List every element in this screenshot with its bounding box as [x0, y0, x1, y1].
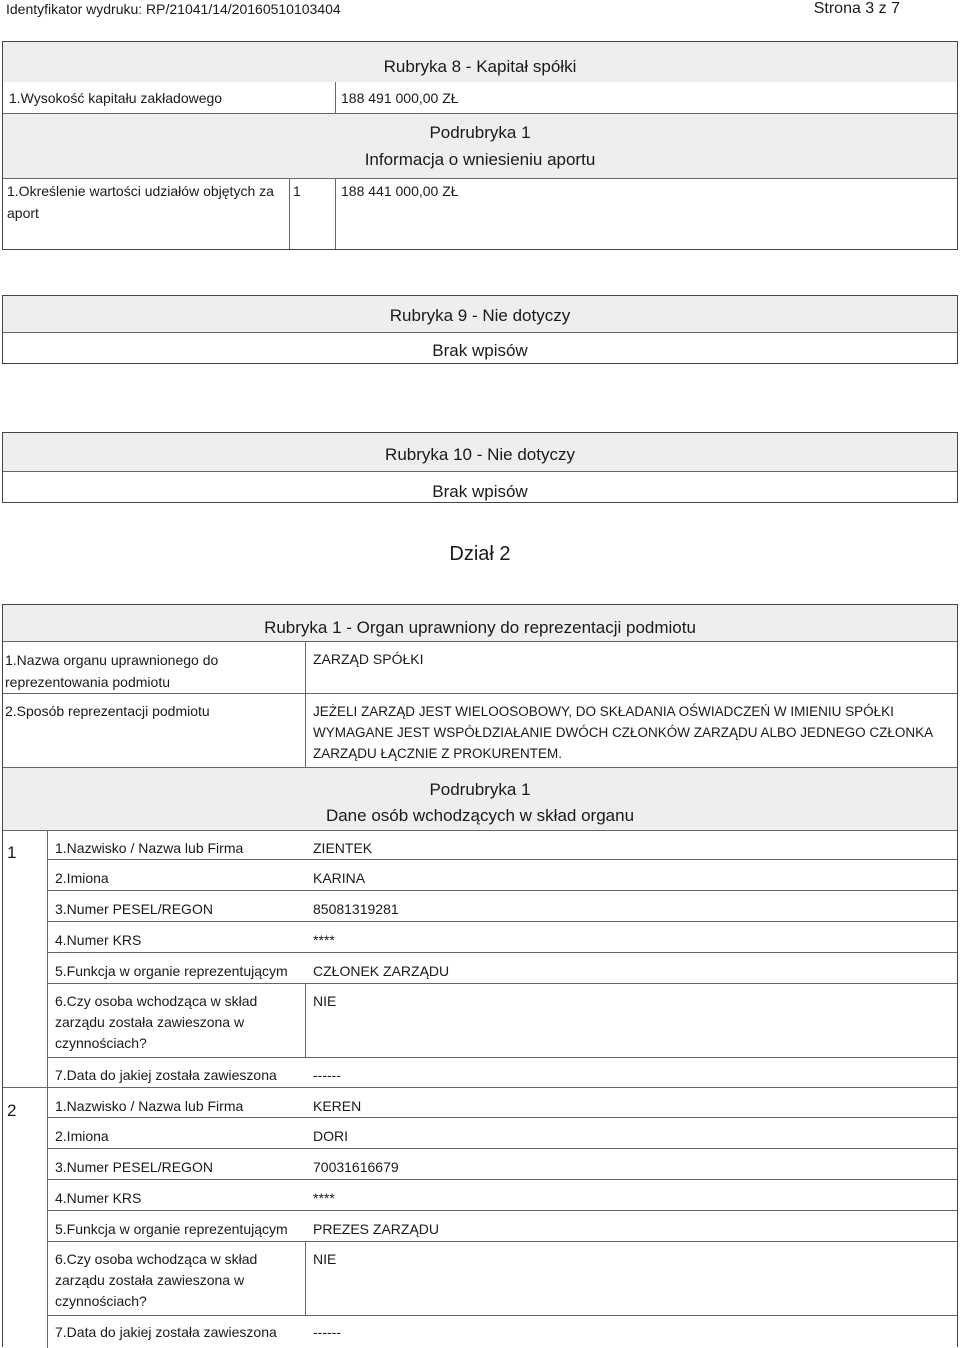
value-pesel: 85081319281: [313, 901, 399, 917]
print-header: [0, 0, 960, 20]
value-suspended: NIE: [313, 993, 337, 1009]
label-pesel: 3.Numer PESEL/REGON: [55, 901, 213, 917]
value-surname: KEREN: [313, 1098, 362, 1114]
value-function: PREZES ZARZĄDU: [313, 1221, 440, 1237]
value-surname: ZIENTEK: [313, 840, 373, 856]
subsection-title: Podrubryka 1: [429, 123, 531, 142]
subsection-subtitle: Dane osób wchodzących w skład organu: [325, 806, 635, 825]
label-function: 5.Funkcja w organie reprezentującym: [55, 963, 288, 979]
section-rubryka-10: [2, 432, 958, 503]
section-d2-rubryka-1: [2, 604, 958, 1347]
field-label: 1.Nazwa organu uprawnionego do reprezentowania podmiotu: [5, 652, 219, 690]
value-date: ------: [313, 1324, 341, 1340]
label-date: 7.Data do jakiej została zawieszona: [55, 1067, 277, 1083]
label-function: 5.Funkcja w organie reprezentującym: [55, 1221, 288, 1237]
label-surname: 1.Nazwisko / Nazwa lub Firma: [55, 840, 244, 856]
section-rubryka-8: [2, 41, 958, 250]
section-title: Rubryka 8 - Kapitał spółki: [383, 57, 577, 76]
row-number: 1: [293, 183, 301, 199]
field-value: 188 441 000,00 ZŁ: [341, 183, 459, 199]
subsection-title: Podrubryka 1: [429, 780, 531, 799]
value-krs: ****: [313, 1190, 335, 1206]
section-rubryka-9: [2, 295, 958, 364]
field-label: 1.Określenie wartości udziałów objętych za aport: [7, 183, 274, 221]
label-krs: 4.Numer KRS: [55, 932, 142, 948]
empty-note: Brak wpisów: [432, 341, 528, 360]
field-label: 2.Sposób reprezentacji podmiotu: [5, 703, 210, 719]
person-number: 2: [7, 1101, 17, 1120]
label-names: 2.Imiona: [55, 870, 109, 886]
label-suspended: 6.Czy osoba wchodząca w skład zarządu została zawieszona w czynnościach?: [55, 993, 258, 1051]
label-suspended: 6.Czy osoba wchodząca w skład zarządu została zawieszona w czynnościach?: [55, 1251, 258, 1309]
label-surname: 1.Nazwisko / Nazwa lub Firma: [55, 1098, 244, 1114]
value-names: KARINA: [313, 870, 366, 886]
part-title: Dział 2: [449, 543, 511, 565]
person-number: 1: [7, 843, 17, 862]
label-pesel: 3.Numer PESEL/REGON: [55, 1159, 213, 1175]
field-label: 1.Wysokość kapitału zakładowego: [9, 90, 223, 106]
field-value: ZARZĄD SPÓŁKI: [313, 651, 424, 667]
value-suspended: NIE: [313, 1251, 337, 1267]
value-pesel: 70031616679: [313, 1159, 399, 1175]
field-value: 188 491 000,00 ZŁ: [341, 90, 459, 106]
page-number: Strona 3 z 7: [813, 0, 900, 17]
label-krs: 4.Numer KRS: [55, 1190, 142, 1206]
value-names: DORI: [313, 1128, 348, 1144]
print-id: Identyfikator wydruku: RP/21041/14/20160510103404: [6, 1, 341, 17]
field-value: JEŻELI ZARZĄD JEST WIELOOSOBOWY, DO SKŁADANIA OŚWIADCZEŃ W IMIENIU SPÓŁKI WYMAGANE JEST WSPÓŁDZIAŁANIE DWÓCH CZŁONKÓW ZARZĄDU ALBO JEDNEGO CZŁONKA ZARZĄDU ŁĄCZNIE Z PROKURENTEM.: [313, 704, 933, 761]
section-title: Rubryka 9 - Nie dotyczy: [389, 306, 571, 325]
subsection-subtitle: Informacja o wniesieniu aportu: [364, 150, 596, 169]
section-title: Rubryka 1 - Organ uprawniony do reprezentacji podmiotu: [264, 618, 696, 637]
value-function: CZŁONEK ZARZĄDU: [313, 963, 450, 979]
label-names: 2.Imiona: [55, 1128, 109, 1144]
section-title: Rubryka 10 - Nie dotyczy: [385, 445, 575, 464]
value-date: ------: [313, 1067, 341, 1083]
value-krs: ****: [313, 932, 335, 948]
empty-note: Brak wpisów: [432, 482, 528, 501]
label-date: 7.Data do jakiej została zawieszona: [55, 1324, 277, 1340]
